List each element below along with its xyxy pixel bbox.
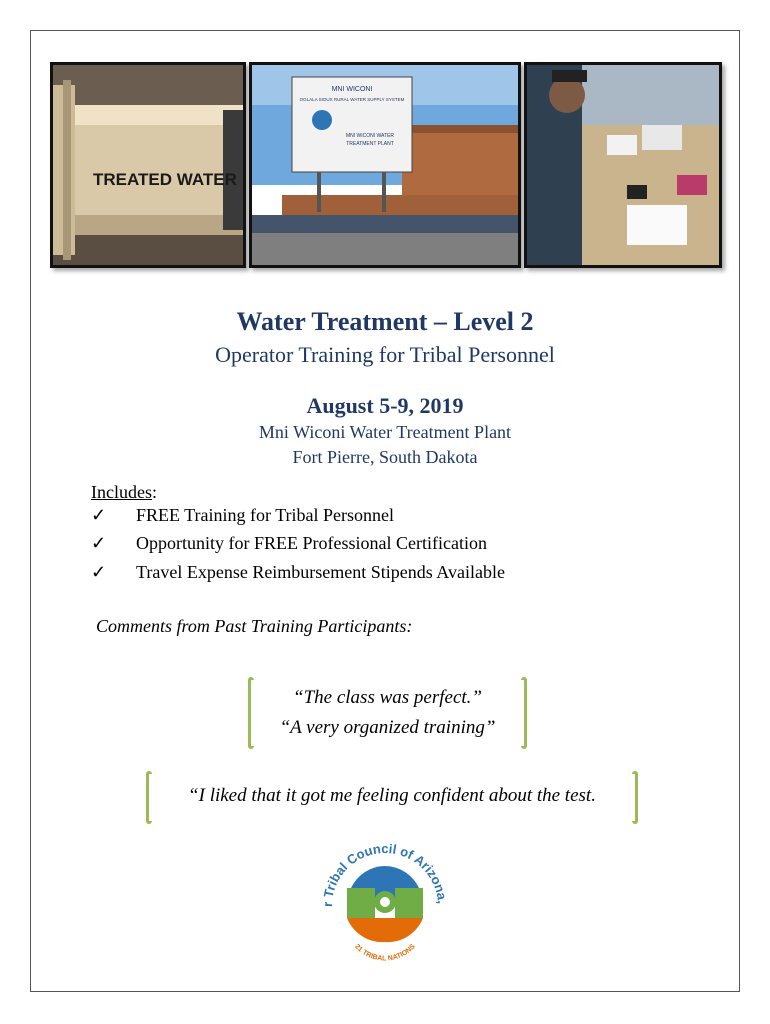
location-city: Fort Pierre, South Dakota: [292, 447, 478, 467]
training-dates: August 5-9, 2019: [306, 393, 464, 418]
page-title: Water Treatment – Level 2: [236, 307, 534, 336]
logo-arc-text: r Tribal Council of Arizona,: [319, 840, 450, 908]
quote-box: [146, 771, 638, 824]
sign-line-3: MNI WICONI WATER: [345, 133, 395, 139]
checkmark-icon: ✓: [91, 562, 107, 582]
list-item-text: Travel Expense Reimbursement Stipends Available: [136, 562, 505, 582]
includes-label: Includes: [91, 482, 152, 502]
svg-text:21 TRIBAL NATIONS: [353, 943, 417, 963]
quote-box: [248, 677, 527, 749]
checkmark-icon: ✓: [91, 505, 107, 525]
quote-text: “A very organized training”: [279, 717, 496, 738]
treated-water-text: TREATED WATER: [93, 170, 237, 189]
location-venue: Mni Wiconi Water Treatment Plant: [258, 422, 512, 442]
list-item: [91, 533, 487, 554]
quote-text: “I liked that it got me feeling confident about the test.: [188, 785, 596, 806]
lab-testing-photo: [524, 62, 722, 268]
page-subtitle: Operator Training for Tribal Personnel: [215, 342, 555, 367]
list-item: [91, 562, 505, 583]
sign-line-2: OGLALA SIOUX RURAL WATER SUPPLY SYSTEM: [299, 97, 405, 102]
quote-text: “The class was perfect.”: [293, 687, 482, 708]
list-item: [91, 505, 394, 526]
plant-building-photo: [249, 62, 521, 268]
logo-tagline: 21 TRIBAL NATIONS: [353, 943, 417, 963]
includes-heading: [91, 482, 157, 503]
includes-colon: :: [151, 482, 157, 502]
list-item-text: FREE Training for Tribal Personnel: [136, 505, 395, 525]
sign-line-1: MNI WICONI: [331, 86, 373, 93]
treated-water-pipe-photo: [50, 62, 246, 268]
list-item-text: Opportunity for FREE Professional Certification: [136, 533, 487, 553]
itca-logo: [318, 836, 452, 974]
checkmark-icon: ✓: [91, 533, 107, 553]
comments-heading: Comments from Past Training Participants:: [96, 616, 413, 636]
sign-line-4: TREATMENT PLANT: [346, 141, 394, 147]
